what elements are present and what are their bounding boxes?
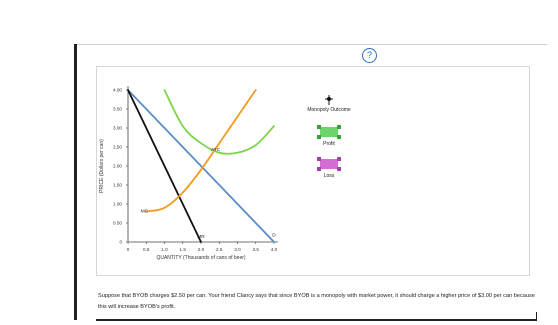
help-icon[interactable]: ? — [362, 48, 377, 63]
tool-label: Monopoly Outcome — [307, 107, 351, 113]
x-tick-label: 2.0 — [197, 247, 205, 252]
label-atc: ATC — [210, 147, 221, 153]
y-tick-label: 2.00 — [113, 163, 122, 169]
x-tick-label: 1.0 — [161, 247, 168, 252]
x-axis-label: QUANTITY (Thousands of cans of beer) — [156, 255, 246, 261]
y-axis-label: PRICE (Dollars per can) — [99, 139, 105, 193]
page-bottom-tick — [536, 312, 537, 321]
page-bottom-rule — [96, 319, 536, 321]
y-tick-label: 0 — [119, 239, 122, 245]
label-mc: MC — [140, 209, 149, 215]
loss-area-icon — [316, 156, 342, 172]
x-tick-label: 0.5 — [143, 247, 150, 252]
x-tick-label: 4.0 — [270, 247, 278, 252]
x-tick-label: 3.0 — [234, 247, 241, 252]
y-tick-label: 3.50 — [113, 106, 122, 112]
y-tick-label: 2.50 — [113, 144, 122, 150]
question-text: Suppose that BYOB charges $2.50 per can. Your friend Clancy says that since BYOB is a monopoly with market power, it should charge a higher price of $3.00 per can because this will increase BYOB's profit. — [98, 293, 535, 310]
monopoly-point-icon — [322, 94, 336, 106]
tool-label: Loss — [323, 173, 335, 179]
profit-area-icon — [316, 124, 342, 140]
tool-monopoly-outcome[interactable] — [306, 94, 352, 113]
x-tick-label: 2.5 — [216, 247, 223, 252]
y-tick-label: 0.50 — [113, 220, 122, 226]
tool-profit[interactable] — [306, 124, 352, 147]
x-tick-label: 0 — [126, 247, 130, 252]
y-tick-label: 3.00 — [113, 125, 122, 131]
page-top-rule — [77, 44, 547, 45]
x-tick-label: 3.5 — [252, 247, 259, 252]
label-d: D — [272, 233, 276, 239]
label-mr: MR — [197, 235, 205, 241]
tool-label: Profit — [323, 141, 335, 147]
tool-loss[interactable] — [306, 156, 352, 179]
page-left-rule — [74, 44, 77, 320]
y-tick-label: 1.50 — [113, 182, 122, 188]
y-tick-label: 1.00 — [113, 201, 122, 207]
x-tick-label: 1.5 — [179, 247, 186, 252]
y-tick-label: 4.00 — [113, 87, 122, 93]
